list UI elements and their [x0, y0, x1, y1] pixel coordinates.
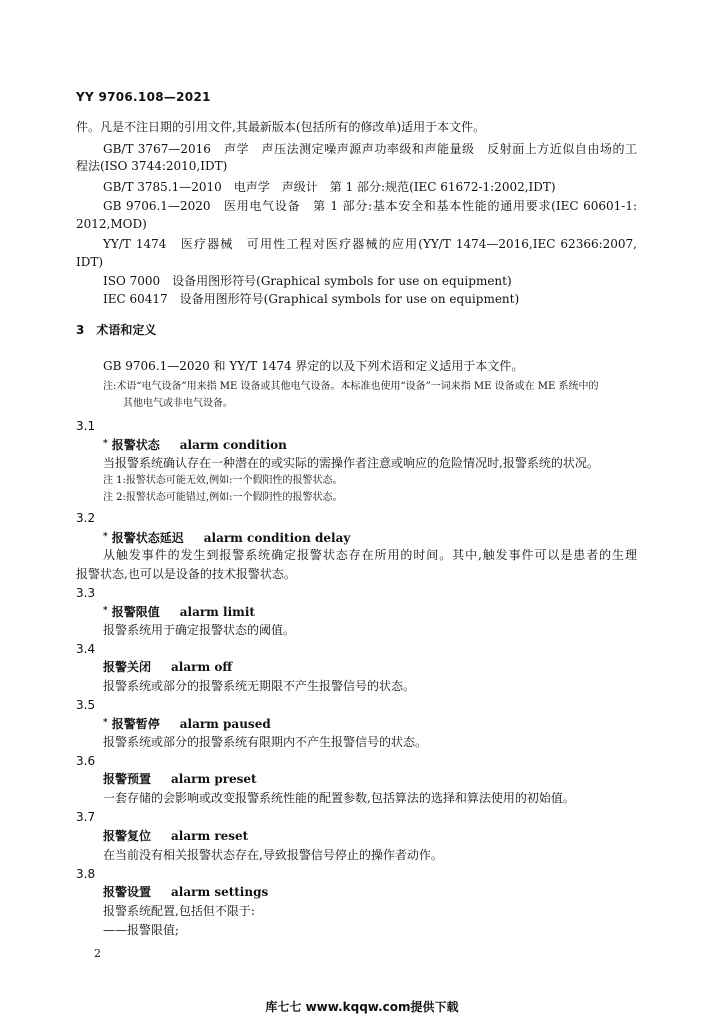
references-intro-line: 件。凡是不注日期的引用文件,其最新版本(包括所有的修改单)适用于本文件。 [76, 120, 486, 134]
term-en: alarm condition delay [203, 531, 351, 545]
reference-yyt1474-cont: IDT) [76, 255, 104, 269]
section-3-note-line1: 注:术语“电气设备”用来指 ME 设备或其他电气设备。本标准也使用“设备”一词来指 ME 设备或在 ME 系统中的 [103, 381, 599, 392]
term-definition: 当报警系统确认存在一种潜在的或实际的需操作者注意或响应的危险情况时,报警系统的状况。 [103, 456, 599, 470]
term-en: alarm reset [171, 829, 249, 843]
term-definition: 一套存储的会影响或改变报警系统性能的配置参数,包括算法的选择和算法使用的初始值。 [103, 791, 575, 805]
term-heading-alarm-limit [103, 603, 255, 620]
term-heading-alarm-paused [103, 715, 271, 732]
term-en: alarm paused [179, 717, 271, 731]
list-item: ——报警限值; [103, 923, 180, 937]
term-cn: 报警状态延迟 [111, 531, 184, 545]
term-definition-cont: 报警状态,也可以是设备的技术报警状态。 [76, 567, 296, 581]
reference-gbt3785: GB/T 3785.1—2010 电声学 声级计 第 1 部分:规范(IEC 61672-1:2002,IDT) [103, 180, 556, 194]
asterisk-marker: * [103, 532, 108, 542]
term-heading-alarm-condition [103, 436, 287, 453]
reference-gbt3767: GB/T 3767—2016 声学 声压法测定噪声源声功率级和声能量级 反射面上方近似自由场的工 [103, 142, 637, 156]
term-en: alarm settings [171, 885, 269, 899]
reference-yyt1474: YY/T 1474 医疗器械 可用性工程对医疗器械的应用(YY/T 1474—2016,IEC 62366:2007, [103, 237, 637, 251]
term-heading-alarm-condition-delay [103, 529, 350, 546]
term-number: 3.1 [76, 419, 96, 433]
term-definition: 在当前没有相关报警状态存在,导致报警信号停止的操作者动作。 [103, 848, 443, 862]
term-number: 3.4 [76, 642, 96, 656]
term-note: 注 1:报警状态可能无效,例如:一个假阳性的报警状态。 [103, 475, 343, 486]
term-number: 3.2 [76, 511, 96, 525]
reference-gbt3767-cont: 程法(ISO 3744:2010,IDT) [76, 159, 228, 173]
term-cn: 报警暂停 [111, 717, 160, 731]
page-number: 2 [94, 947, 101, 960]
term-heading-alarm-off [103, 659, 232, 675]
asterisk-marker: * [103, 718, 108, 728]
term-definition: 从触发事件的发生到报警系统确定报警状态存在所用的时间。其中,触发事件可以是患者的生理 [103, 548, 637, 562]
term-number: 3.6 [76, 754, 96, 768]
term-note: 注 2:报警状态可能错过,例如:一个假阴性的报警状态。 [103, 492, 343, 503]
term-number: 3.8 [76, 867, 96, 881]
asterisk-marker: * [103, 606, 108, 616]
section-3-title: 3 术语和定义 [76, 323, 157, 337]
term-number: 3.3 [76, 586, 96, 600]
reference-gb9706-1: GB 9706.1—2020 医用电气设备 第 1 部分:基本安全和基本性能的通用要求(IEC 60601-1: [103, 199, 637, 213]
term-en: alarm condition [179, 438, 287, 452]
term-cn: 报警预置 [103, 772, 152, 786]
section-3-intro: GB 9706.1—2020 和 YY/T 1474 界定的以及下列术语和定义适用于本文件。 [103, 359, 524, 373]
reference-gb9706-1-cont: 2012,MOD) [76, 217, 147, 231]
section-3-note-line2: 其他电气或非电气设备。 [123, 398, 233, 409]
term-cn: 报警设置 [103, 885, 152, 899]
term-definition: 报警系统配置,包括但不限于: [103, 904, 255, 918]
reference-iec60417: IEC 60417 设备用图形符号(Graphical symbols for use on equipment) [103, 292, 520, 306]
term-definition: 报警系统或部分的报警系统有限期内不产生报警信号的状态。 [103, 735, 428, 749]
asterisk-marker: * [103, 439, 108, 449]
term-cn: 报警复位 [103, 829, 152, 843]
reference-iso7000: ISO 7000 设备用图形符号(Graphical symbols for use on equipment) [103, 274, 512, 288]
term-en: alarm limit [179, 605, 255, 619]
term-heading-alarm-settings [103, 884, 268, 900]
download-source-footer: 库七七 www.kqqw.com提供下载 [265, 1000, 459, 1014]
term-definition: 报警系统或部分的报警系统无期限不产生报警信号的状态。 [103, 679, 416, 693]
term-cn: 报警限值 [111, 605, 160, 619]
term-en: alarm off [171, 660, 233, 674]
document-id-header: YY 9706.108—2021 [76, 90, 211, 104]
term-number: 3.7 [76, 810, 96, 824]
term-heading-alarm-reset [103, 828, 248, 844]
term-heading-alarm-preset [103, 771, 257, 787]
term-en: alarm preset [171, 772, 257, 786]
term-definition: 报警系统用于确定报警状态的阈值。 [103, 623, 296, 637]
term-cn: 报警状态 [111, 438, 160, 452]
term-number: 3.5 [76, 698, 96, 712]
term-cn: 报警关闭 [103, 660, 152, 674]
